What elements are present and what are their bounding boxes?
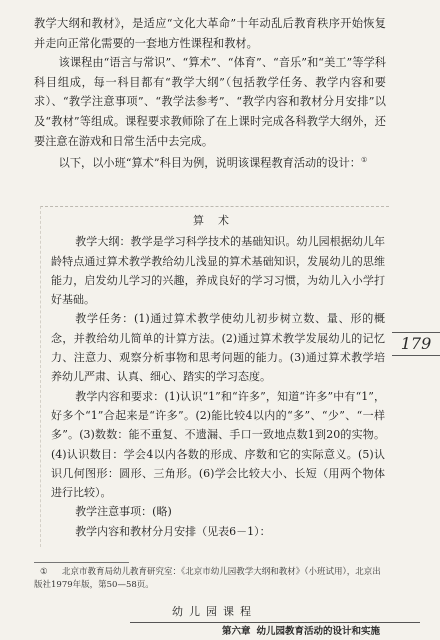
footnote-text: 北京市教育局幼儿教育研究室：《北京市幼儿园教学大纲和教材》（小班试用），北京出版社1979年版，第50—58页。 (34, 567, 381, 590)
book-title: 幼儿园课程 (172, 605, 257, 618)
arithmetic-excerpt (51, 211, 385, 541)
footnote-reference: ① (360, 156, 368, 165)
footnote-divider (34, 562, 129, 563)
syllabus-item: 教学注意事项：(略) (75, 505, 172, 519)
chapter-number: 第六章 (222, 626, 251, 637)
chapter-heading (222, 624, 380, 640)
footnote-mark: ① (40, 567, 48, 577)
footnote (34, 566, 384, 592)
syllabus-item: 教学任务：(1)通过算术教学使幼儿初步树立数、量、形的概念，并教给幼儿简单的计算方法。(2)通过算术教学发展幼儿的记忆力、注意力、观察分析事物和思考问题的能力。(3)通过算术教学培养幼儿严肃、认真、细心、踏实的学习态度。 (51, 312, 385, 384)
syllabus-item: 教学内容和教材分月安排（见表6－1）： (75, 524, 271, 538)
chapter-title: 幼儿园教育活动的设计和实施 (256, 626, 381, 637)
syllabus-item: 教学内容和要求：(1)认识“1”和“许多”，知道“许多”中有“1”，好多个“1”合起来是“许多”。(2)能比较4以内的“多”、“少”、“一样多”。(3)数数：能不重复、不遗漏、手口一致地点数1到20的实物。(4)认识数目：学会4以内各数的形成、序数和它的实际意义。(5)认识几何图形：圆形、三角形。(6)学会比较大小、长短（用两个物体进行比较）。 (51, 389, 385, 500)
main-text (34, 14, 386, 173)
arithmetic-excerpt-box (40, 206, 389, 547)
page-number: 179 (392, 332, 440, 356)
section-title: 算术 (193, 214, 243, 227)
paragraph-3-text: 以下，以小班“算术”科目为例，说明该课程教育活动的设计： (58, 156, 361, 170)
paragraph-2: 该课程由“语言与常识”、“算术”、“体育”、“音乐”和“美工”等学科科目组成，每一科目都有“教学大纲”（包括教学任务、教学内容和要求）、“教学注意事项”、“教学法参考”、“教学内容和教材分月安排”以及“教材”等组成。课程要求教师除了在上课时完成各科教学大纲外，还要注意在游戏和日常生活中去完成。 (34, 56, 386, 148)
paragraph-3 (34, 151, 386, 173)
footer-rule (130, 622, 420, 623)
paragraph-1: 教学大纲和教材》，是适应“文化大革命”十年动乱后教育秩序开始恢复并走向正常化需要的一套地方性课程和教材。 (34, 17, 386, 50)
syllabus-item: 教学大纲：教学是学习科学技术的基础知识。幼儿园根据幼儿年龄特点通过算术教学教给幼儿浅显的算术基础知识，发展幼儿的思维能力，启发幼儿学习的兴趣，养成良好的学习习惯，为幼儿入小学打好基础。 (51, 235, 385, 307)
